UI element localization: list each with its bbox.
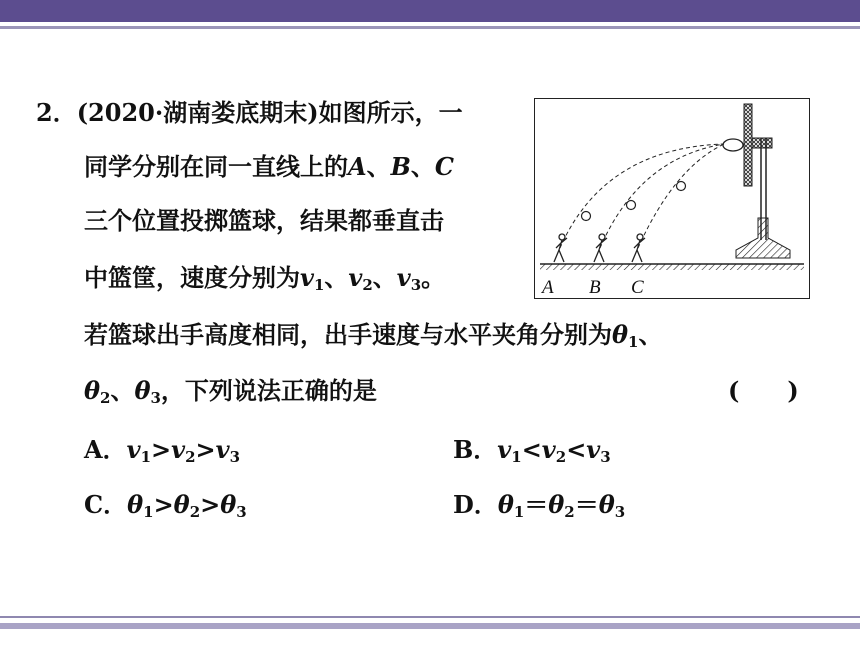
question-line-4: 中篮筐，速度分别为$v_1$、$v_2$、$v_3$。 — [84, 263, 446, 294]
footer-divider — [0, 616, 860, 618]
option-b[interactable]: B．$v_1<v_2<v_3$ — [453, 435, 611, 466]
question-line-6: $\theta_2$、$\theta_3$，下列说法正确的是 — [84, 376, 377, 407]
question-line-3: 三个位置投掷篮球，结果都垂直击 — [84, 206, 444, 235]
footer-bar — [0, 623, 860, 629]
ground-hatch — [540, 264, 804, 270]
label-b: B — [589, 277, 601, 298]
ball-a — [582, 212, 591, 221]
ball-c — [677, 182, 686, 191]
question-line-5: 若篮球出手高度相同，出手速度与水平夹角分别为$\theta_1$、 — [84, 320, 663, 351]
question-number: 2． — [36, 98, 77, 127]
question-line-2: 同学分别在同一直线上的A、B、C — [84, 152, 455, 181]
question-line-1 — [36, 98, 463, 128]
label-a: A — [542, 277, 554, 298]
header-divider — [0, 26, 860, 29]
hoop-arm — [752, 138, 772, 148]
label-c: C — [631, 277, 644, 298]
backboard — [744, 104, 752, 186]
option-c[interactable]: C．$\theta_1>\theta_2>\theta_3$ — [84, 490, 247, 521]
header-bar — [0, 0, 860, 22]
ball-b — [627, 201, 636, 210]
hoop — [723, 139, 743, 151]
basketball-figure — [534, 98, 810, 299]
question-source: (2020·湖南娄底期末) — [76, 98, 319, 127]
question-text-1: 如图所示，一 — [318, 98, 463, 127]
option-a[interactable]: A．$v_1>v_2>v_3$ — [84, 435, 241, 466]
option-d[interactable]: D．$\theta_1=\theta_2=\theta_3$ — [453, 490, 626, 521]
answer-bracket: ( ) — [728, 376, 799, 405]
